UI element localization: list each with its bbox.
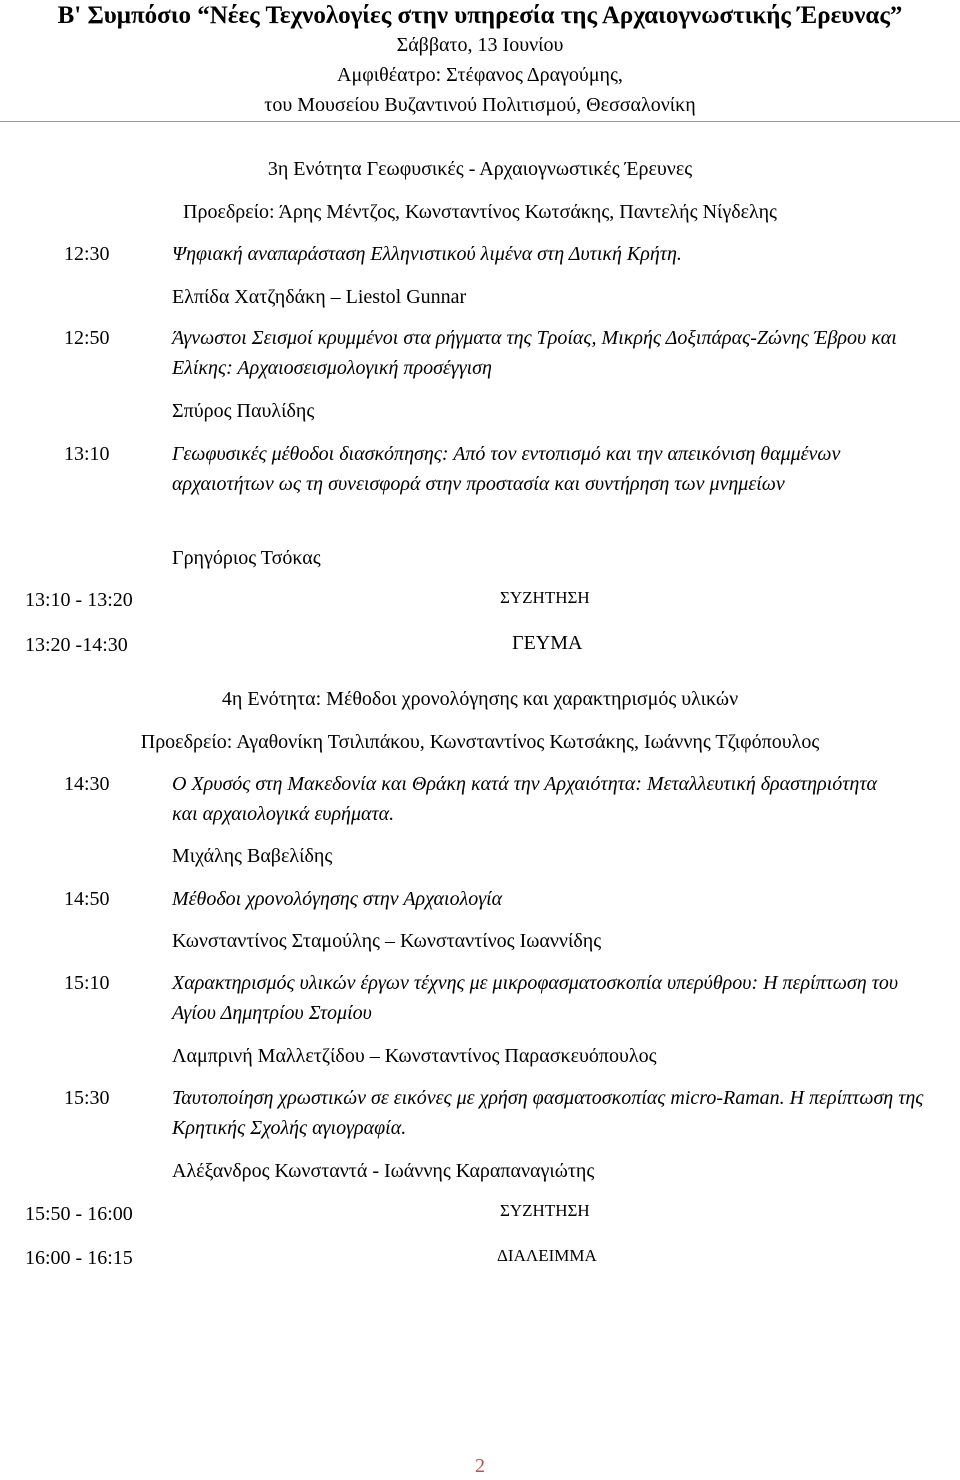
talk-time: 15:30 [64, 1087, 110, 1109]
discussion-label: ΣΥΖΗΤΗΣΗ [500, 1201, 590, 1220]
talk-title: Μέθοδοι χρονολόγησης στην Αρχαιολογία [172, 888, 503, 910]
break-time: 16:00 - 16:15 [25, 1247, 133, 1269]
talk-time: 13:10 [64, 443, 110, 465]
talk-time: 12:30 [64, 243, 110, 265]
session-4-chairs: Προεδρείο: Αγαθονίκη Τσιλιπάκου, Κωνσταντίνος Κωτσάκης, Ιωάννης Τζιφόπουλος [140, 731, 820, 753]
break-time: 15:50 - 16:00 [25, 1203, 133, 1225]
talk-time: 15:10 [64, 972, 110, 994]
header-museum: του Μουσείου Βυζαντινού Πολιτισμού, Θεσσαλονίκη [264, 94, 696, 116]
talk-authors: Κωνσταντίνος Σταμούλης – Κωνσταντίνος Ιωαννίδης [172, 930, 602, 952]
talk-time: 14:50 [64, 888, 110, 910]
talk-title: Γεωφυσικές μέθοδοι διασκόπησης: Από τον εντοπισμό και την απεικόνιση θαμμένων αρχαιοτήτων ως τη συνεισφορά στην προστασία και συντήρηση των μνημείων [172, 443, 841, 495]
discussion-label: ΣΥΖΗΤΗΣΗ [500, 588, 590, 607]
session-4-title: 4η Ενότητα: Μέθοδοι χρονολόγησης και χαρακτηρισμός υλικών [221, 688, 739, 710]
talk-time: 12:50 [64, 327, 110, 349]
talk-title: Χαρακτηρισμός υλικών έργων τέχνης με μικροφασματοσκοπία υπερύθρου: Η περίπτωση του Αγίου Δημητρίου Στομίου [172, 972, 899, 1024]
header-date: Σάββατο, 13 Ιουνίου [396, 34, 564, 56]
talk-time: 14:30 [64, 773, 110, 795]
header-venue: Αμφιθέατρο: Στέφανος Δραγούμης, [337, 64, 623, 86]
talk-authors: Ελπίδα Χατζηδάκη – Liestol Gunnar [172, 286, 467, 308]
talk-authors: Αλέξανδρος Κωνσταντά - Ιωάννης Καραπαναγιώτης [172, 1160, 595, 1182]
session-3-chairs: Προεδρείο: Άρης Μέντζος, Κωνσταντίνος Κωτσάκης, Παντελής Νίγδελης [183, 201, 777, 223]
intermission-label: ΔΙΑΛΕΙΜΜΑ [497, 1246, 597, 1265]
session-3-title: 3η Ενότητα Γεωφυσικές - Αρχαιογνωστικές Έρευνες [267, 158, 693, 180]
talk-title: Άγνωστοι Σεισμοί κρυμμένοι στα ρήγματα της Τροίας, Μικρής Δοξιπάρας-Ζώνης Έβρου και Ελίκης: Αρχαιοσεισμολογική προσέγγιση [172, 327, 897, 379]
lunch-label: ΓΕΥΜΑ [512, 632, 583, 654]
talk-title: Ο Χρυσός στη Μακεδονία και Θράκη κατά την Αρχαιότητα: Μεταλλευτική δραστηριότητα και αρχαιολογικά ευρήματα. [172, 773, 877, 825]
talk-authors: Μιχάλης Βαβελίδης [172, 845, 333, 867]
header-divider [0, 121, 960, 122]
break-time: 13:20 -14:30 [25, 634, 128, 656]
page-number: 2 [475, 1455, 485, 1477]
talk-title: Ταυτοποίηση χρωστικών σε εικόνες με χρήση φασματοσκοπίας micro-Raman. Η περίπτωση της Κρητικής Σχολής αγιογραφία. [172, 1087, 924, 1139]
document-title: Β' Συμπόσιο “Νέες Τεχνολογίες στην υπηρεσία της Αρχαιογνωστικής Έρευνας” [57, 2, 903, 29]
talk-authors: Γρηγόριος Τσόκας [172, 547, 321, 569]
talk-title: Ψηφιακή αναπαράσταση Ελληνιστικού λιμένα στη Δυτική Κρήτη. [172, 243, 682, 265]
talk-authors: Σπύρος Παυλίδης [172, 400, 315, 422]
break-time: 13:10 - 13:20 [25, 589, 133, 611]
talk-authors: Λαμπρινή Μαλλετζίδου – Κωνσταντίνος Παρασκευόπουλος [172, 1045, 657, 1067]
